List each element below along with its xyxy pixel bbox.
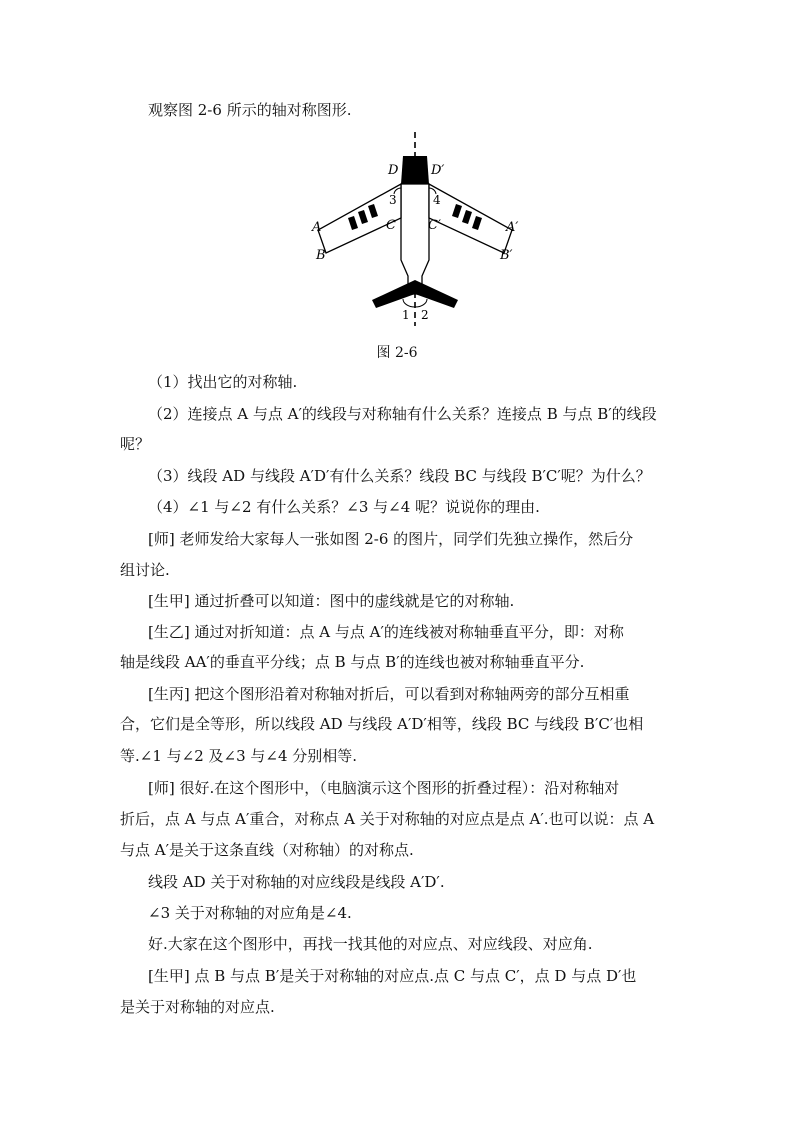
label-3: 3 <box>389 193 397 207</box>
label-A-prime: A′ <box>506 220 519 235</box>
label-C-prime: C′ <box>428 218 441 233</box>
nose <box>401 156 429 184</box>
label-D: D <box>388 163 399 178</box>
dialogue-line: 好.大家在这个图形中，再找一找其他的对应点、对应线段、对应角. <box>148 935 593 953</box>
dialogue-line: [生乙] 通过对折知道：点 A 与点 A′的连线被对称轴垂直平分，即：对称 <box>148 623 624 641</box>
dialogue-line: [师] 老师发给大家每人一张如图 2-6 的图片，同学们先独立操作，然后分 <box>148 530 634 548</box>
question-1: （1）找出它的对称轴. <box>148 373 298 391</box>
dialogue-line: 合，它们是全等形，所以线段 AD 与线段 A′D′相等，线段 BC 与线段 B′C′也相 <box>120 715 644 733</box>
question-2-cont: 呢？ <box>120 435 151 453</box>
dialogue-line: 轴是线段 AA′的垂直平分线；点 B 与点 B′的连线也被对称轴垂直平分. <box>120 653 585 671</box>
dialogue-line: ∠3 关于对称轴的对应角是∠4. <box>148 904 352 922</box>
intro-text: 观察图 2-6 所示的轴对称图形. <box>148 101 352 119</box>
dialogue-line: [生丙] 把这个图形沿着对称轴对折后，可以看到对称轴两旁的部分互相重 <box>148 685 630 703</box>
dialogue-line: [生甲] 点 B 与点 B′是关于对称轴的对应点.点 C 与点 C′，点 D 与点 D′也 <box>148 967 637 985</box>
label-2: 2 <box>421 308 429 322</box>
dialogue-line: [生甲] 通过折叠可以知道：图中的虚线就是它的对称轴. <box>148 592 515 610</box>
label-B-prime: B′ <box>500 248 513 263</box>
question-2: （2）连接点 A 与点 A′的线段与对称轴有什么关系？连接点 B 与点 B′的线段 <box>148 405 657 423</box>
airplane-figure <box>300 128 530 328</box>
airplane-diagram <box>300 128 530 328</box>
right-wing <box>429 184 512 253</box>
dialogue-line: [师] 很好.在这个图形中，（电脑演示这个图形的折叠过程）：沿对称轴对 <box>148 779 620 797</box>
dialogue-line: 是关于对称轴的对应点. <box>120 998 275 1016</box>
question-4: （4）∠1 与∠2 有什么关系？∠3 与∠4 呢？说说你的理由. <box>148 498 540 516</box>
dialogue-line: 等.∠1 与∠2 及∠3 与∠4 分别相等. <box>120 747 358 765</box>
dialogue-line: 线段 AD 关于对称轴的对应线段是线段 A′D′. <box>148 873 445 891</box>
label-C: C <box>386 218 396 233</box>
figure-caption: 图 2-6 <box>376 345 418 361</box>
fuselage <box>401 184 429 294</box>
label-1: 1 <box>402 308 410 322</box>
label-A: A <box>312 220 322 235</box>
label-D-prime: D′ <box>431 163 445 178</box>
dialogue-line: 折后，点 A 与点 A′重合，对称点 A 关于对称轴的对应点是点 A′.也可以说：点 A <box>120 810 655 828</box>
question-3: （3）线段 AD 与线段 A′D′有什么关系？线段 BC 与线段 B′C′呢？为什么？ <box>148 467 651 485</box>
label-4: 4 <box>433 193 441 207</box>
label-B: B <box>316 248 326 263</box>
dialogue-line: 组讨论. <box>120 561 170 579</box>
dialogue-line: 与点 A′是关于这条直线（对称轴）的对称点. <box>120 841 414 859</box>
